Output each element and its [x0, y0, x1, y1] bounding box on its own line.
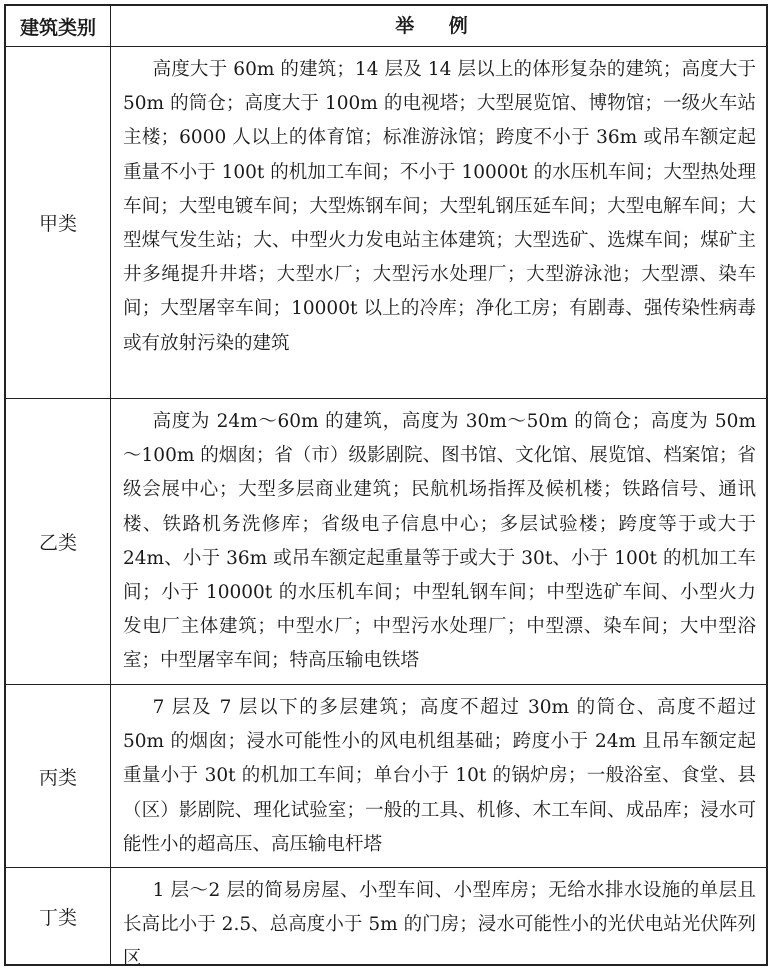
examples-cell — [111, 868, 766, 970]
examples-text: 高度为 24m～60m 的建筑，高度为 30m～50m 的筒仓；高度为 50m～100m 的烟囱；省（市）级影剧院、图书馆、文化馆、展览馆、档案馆；省级会展中心；大型多层商业建筑；民航机场指挥及候机楼；铁路信号、通讯楼、铁路机务洗修库；省级电子信息中心；多层试验楼；跨度等于或大于 24m、小于 36m 或吊车额定起重量等于或大于 30t、小于 100t 的机加工车间；小于 10000t 的水压机车间；中型轧钢车间；中型选矿车间、小型火力发电厂主体建筑；中型水厂；中型污水处理厂；中型漂、染车间；大中型浴室；中型屠宰车间；特高压输电铁塔 — [123, 411, 756, 672]
examples-text: 高度大于 60m 的建筑；14 层及 14 层以上的体形复杂的建筑；高度大于 50m 的筒仓；高度大于 100m 的电视塔；大型展览馆、博物馆；一级火车站主楼；6000 人以上的体育馆；标准游泳馆；跨度不小于 36m 或吊车额定起重量不小于 100t 的机加工车间；不小于 10000t 的水压机车间；大型热处理车间；大型电镀车间；大型炼钢车间；大型轧钢压延车间；大型电解车间；大型煤气发生站；大、中型火力发电站主体建筑；大型选矿、选煤车间；煤矿主井多绳提升井塔；大型水厂；大型污水处理厂；大型游泳池；大型漂、染车间；大型屠宰车间；10000t 以上的冷库；净化工房；有剧毒、强传染性病毒或有放射污染的建筑 — [123, 59, 756, 354]
table-header-row — [6, 6, 766, 46]
category-cell: 丙类 — [6, 685, 111, 867]
examples-cell — [111, 47, 766, 398]
table-row — [6, 684, 766, 867]
category-cell: 丁类 — [6, 868, 111, 964]
table-row — [6, 46, 766, 398]
header-examples: 举 例 — [395, 14, 482, 37]
category-cell: 甲类 — [6, 47, 111, 398]
examples-cell — [111, 399, 766, 684]
examples-text: 7 层及 7 层以下的多层建筑；高度不超过 30m 的筒仓、高度不超过 50m 的烟囱；浸水可能性小的风电机组基础；跨度小于 24m 且吊车额定起重量小于 30t 的机加工车间；单台小于 10t 的锅炉房；一般浴室、食堂、县（区）影剧院、理化试验室；一般的工具、机修、木工车间、成品库；浸水可能性小的超高压、高压输电杆塔 — [123, 697, 756, 855]
category-cell: 乙类 — [6, 399, 111, 684]
examples-cell — [111, 685, 766, 867]
header-category: 建筑类别 — [6, 6, 111, 46]
table-row — [6, 867, 766, 970]
examples-text: 1 层～2 层的简易房屋、小型车间、小型库房；无给水排水设施的单层且长高比小于 2.5、总高度小于 5m 的门房；浸水可能性小的光伏电站光伏阵列区 — [123, 880, 756, 970]
table-row — [6, 398, 766, 684]
building-category-table — [4, 4, 768, 970]
